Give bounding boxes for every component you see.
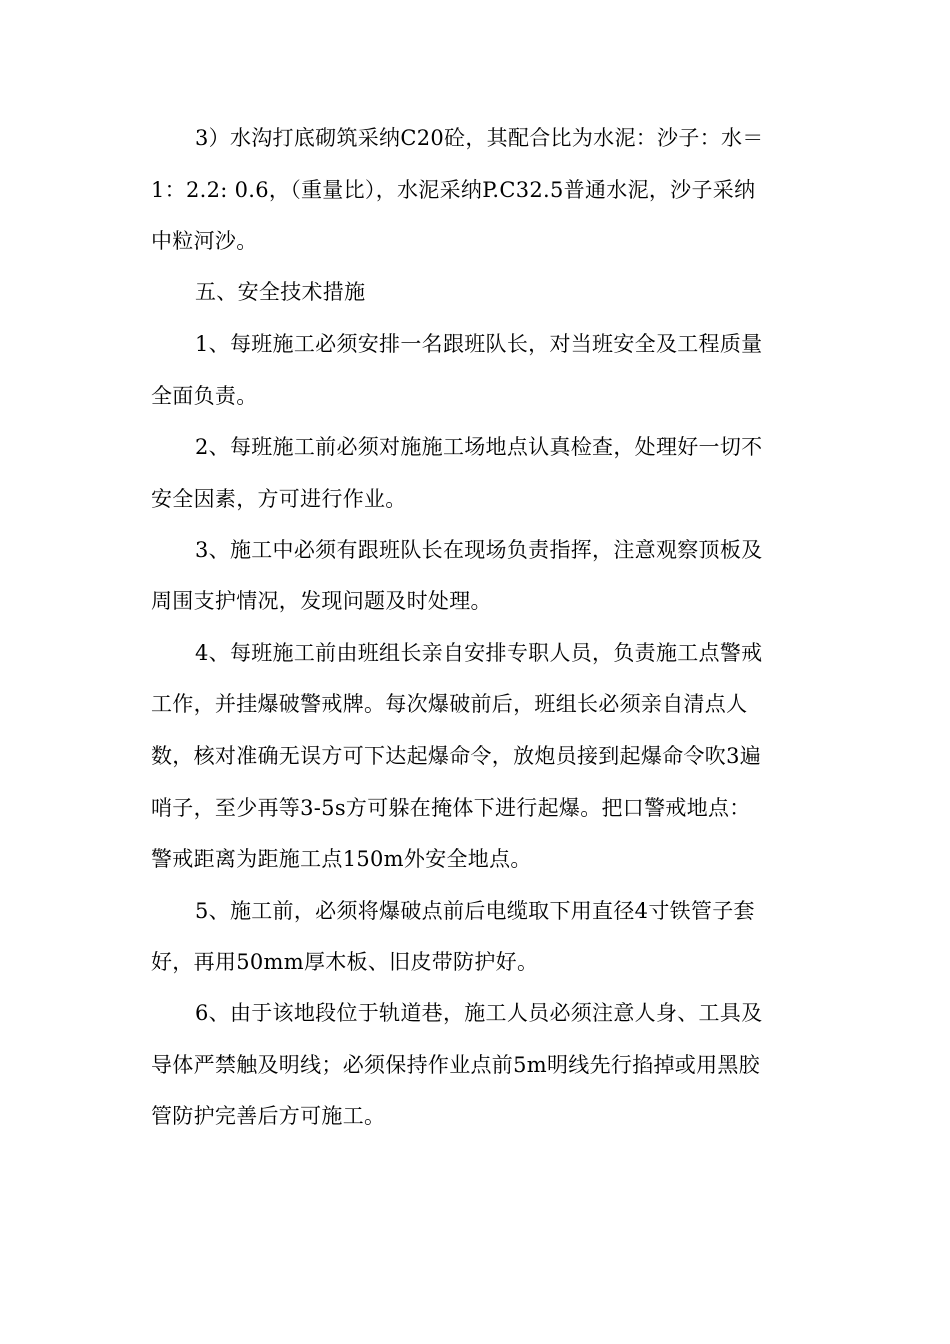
text-line: 工作，并挂爆破警戒牌。每次爆破前后，班组长必须亲自清点人 — [151, 692, 748, 716]
text-line: 3）水沟打底砌筑采纳C20砼，其配合比为水泥：沙子：水＝ — [195, 126, 764, 150]
text-line: 1、每班施工必须安排一名跟班队长，对当班安全及工程质量 — [195, 332, 763, 356]
text-line: 1：2.2: 0.6，（重量比），水泥采纳P.C32.5普通水泥，沙子采纳 — [151, 178, 756, 202]
text-line: 5、施工前，必须将爆破点前后电缆取下用直径4寸铁管子套 — [195, 899, 755, 923]
text-line: 周围支护情况，发现问题及时处理。 — [151, 589, 492, 613]
text-line: 2、每班施工前必须对施施工场地点认真检查，处理好一切不 — [195, 435, 763, 459]
text-line: 3、施工中必须有跟班队长在现场负责指挥，注意观察顶板及 — [195, 538, 763, 562]
text-line: 好，再用50mm厚木板、旧皮带防护好。 — [151, 950, 539, 974]
text-line: 安全因素，方可进行作业。 — [151, 487, 407, 511]
text-line: 警戒距离为距施工点150m外安全地点。 — [151, 847, 532, 871]
text-line: 哨子，至少再等3-5s方可躲在掩体下进行起爆。把口警戒地点： — [151, 796, 751, 820]
text-line: 中粒河沙。 — [151, 229, 258, 253]
text-line: 全面负责。 — [151, 384, 258, 408]
text-line: 导体严禁触及明线；必须保持作业点前5m明线先行掐掉或用黑胶 — [151, 1053, 760, 1077]
text-line: 4、每班施工前由班组长亲自安排专职人员，负责施工点警戒 — [195, 641, 763, 665]
text-line: 管防护完善后方可施工。 — [151, 1104, 386, 1128]
text-line: 数，核对准确无误方可下达起爆命令，放炮员接到起爆命令吹3遍 — [151, 744, 762, 768]
section-heading: 五、安全技术措施 — [195, 280, 366, 304]
text-line: 6、由于该地段位于轨道巷，施工人员必须注意人身、工具及 — [195, 1001, 763, 1025]
